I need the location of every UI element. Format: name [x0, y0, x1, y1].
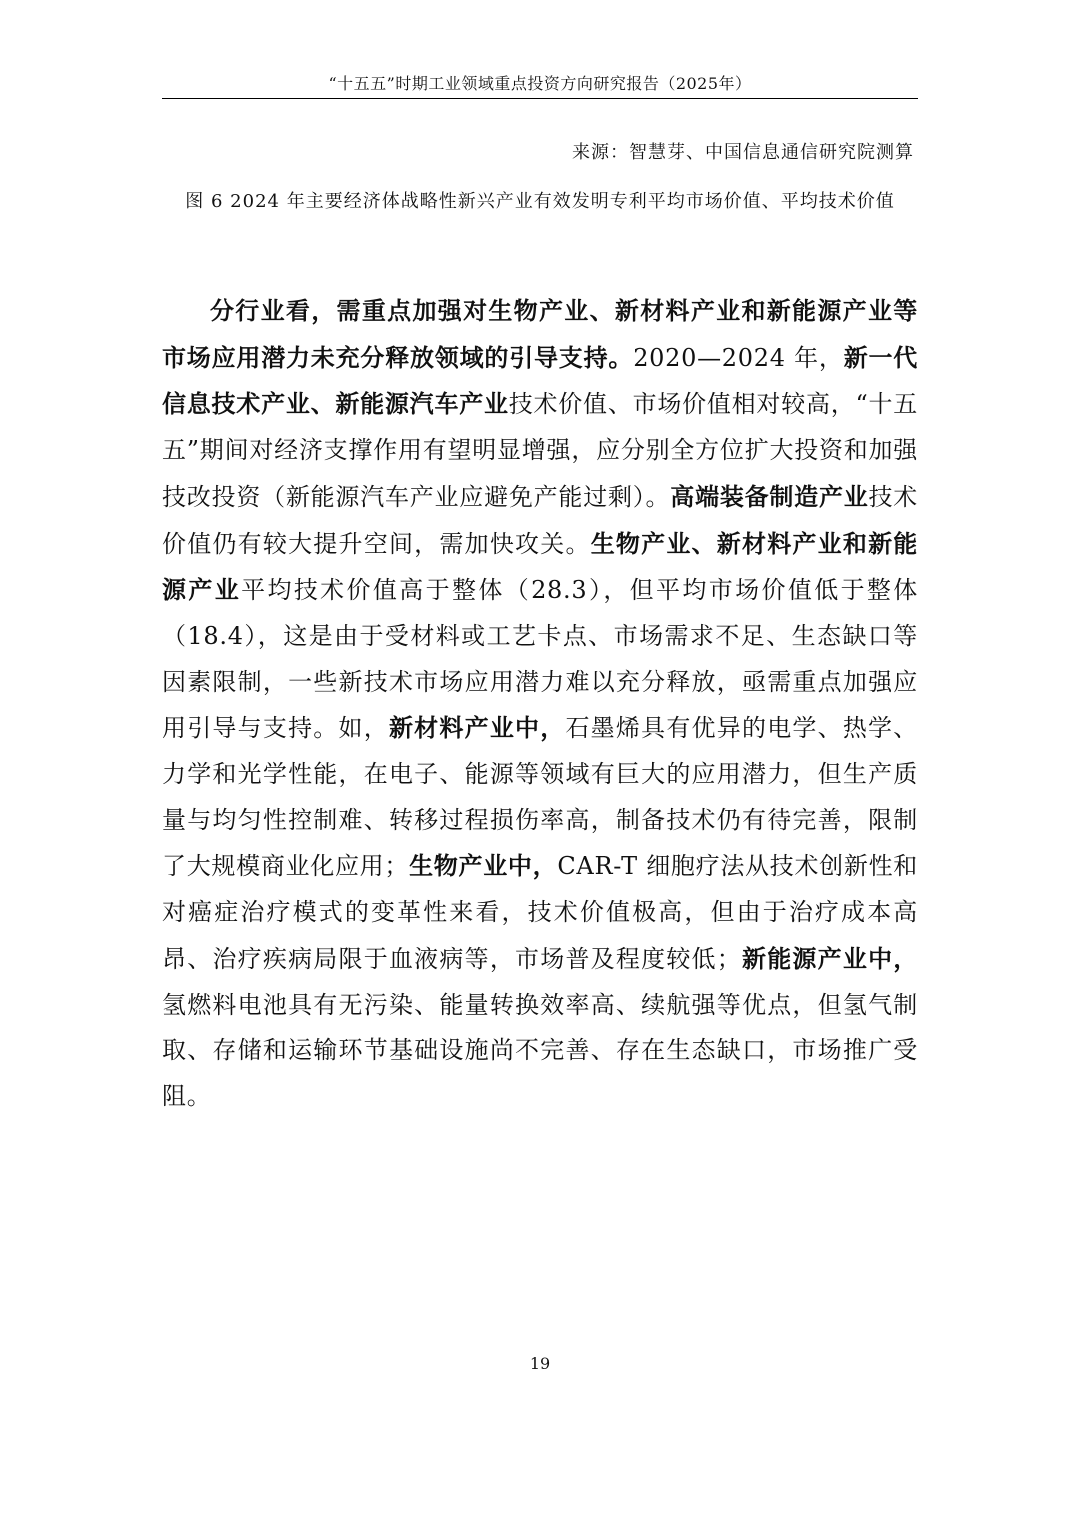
- body-paragraph: [162, 288, 918, 1120]
- text-segment: 2020—2024 年，: [633, 343, 844, 372]
- text-segment-bold: 新材料产业中，: [388, 713, 566, 743]
- text-segment: 技术价值仍有较大提升空间，需加快攻关。: [162, 482, 918, 558]
- text-segment: 石墨烯具有优异的电学、热学、力学和光学性能，在电子、能源等领域有巨大的应用潜力，但生产质量与均匀性控制难、转移过程损伤率高，制备技术仍有待完善，限制了大规模商业化应用；: [162, 714, 918, 881]
- text-segment: CAR-T 细胞疗法从技术创新性和对癌症治疗模式的变革性来看，技术价值极高，但由于治疗成本高昂、治疗疾病局限于血液病等，市场普及程度较低；: [162, 852, 918, 973]
- text-segment-bold: 分行业看，需重点加强对生物产业、新材料产业和新能源产业等市场应用潜力未充分释放领域的引导支持。: [162, 296, 918, 372]
- figure-caption: 图 6 2024 年主要经济体战略性新兴产业有效发明专利平均市场价值、平均技术价值: [185, 191, 895, 212]
- text-segment-bold: 新一代信息技术产业、新能源汽车产业: [162, 342, 918, 419]
- text-segment: 平均技术价值高于整体（28.3），但平均市场价值低于整体（18.4），这是由于受材料或工艺卡点、市场需求不足、生态缺口等因素限制，一些新技术市场应用潜力难以充分释放，亟需重点加强应用引导与支持。如，: [162, 576, 918, 743]
- figure-source-note: 来源：智慧芽、中国信息通信研究院测算: [572, 142, 914, 163]
- text-segment-bold: 高端装备制造产业: [670, 481, 869, 511]
- text-segment: 技术价值、市场价值相对较高，“十五五”期间对经济支撑作用有望明显增强，应分别全方位扩大投资和加强技改投资（新能源汽车产业应避免产能过剩）。: [162, 390, 918, 511]
- text-segment: 氢燃料电池具有无污染、能量转换效率高、续航强等优点，但氢气制取、存储和运输环节基础设施尚不完善、存在生态缺口，市场推广受阻。: [162, 990, 918, 1110]
- page-number: 19: [529, 1354, 551, 1373]
- text-segment-bold: 生物产业中，: [409, 851, 558, 881]
- text-segment-bold: 新能源产业中，: [741, 943, 918, 973]
- report-title: “十五五”时期工业领域重点投资方向研究报告（2025年）: [328, 74, 752, 93]
- page-header: [162, 70, 918, 99]
- text-segment-bold: 生物产业、新材料产业和新能源产业: [162, 528, 918, 605]
